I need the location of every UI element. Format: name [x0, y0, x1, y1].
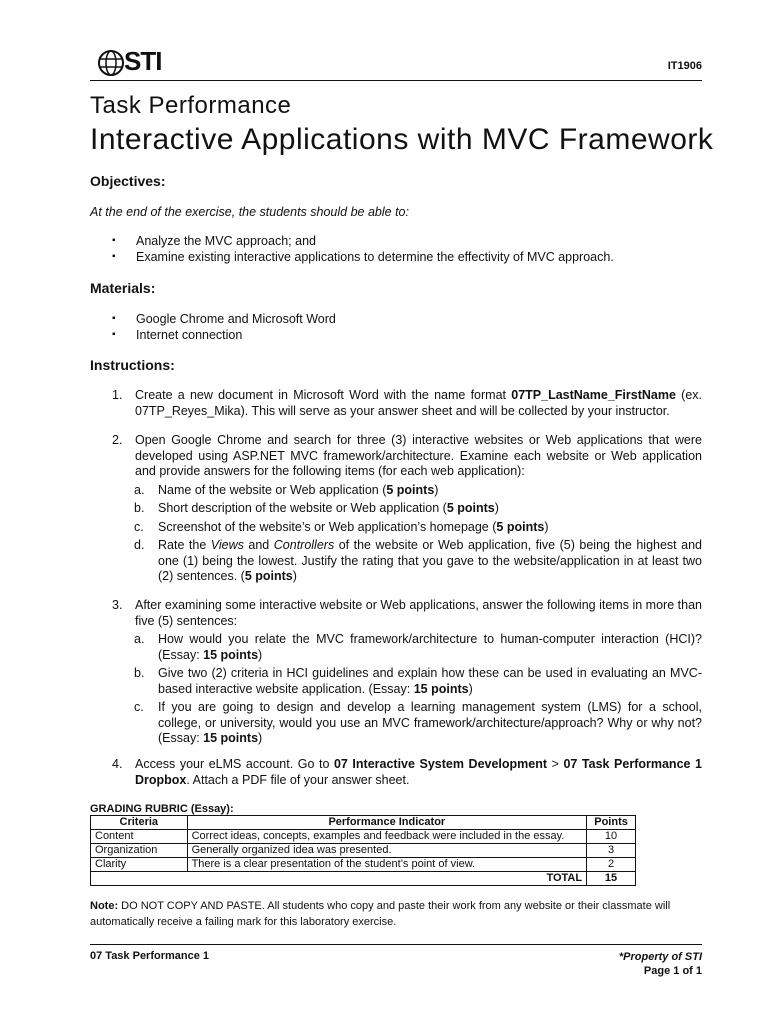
table-total-row [91, 872, 636, 886]
sti-logo [96, 44, 186, 84]
note-paragraph [90, 898, 702, 930]
materials-heading: Materials: [90, 280, 156, 296]
table-cell: Content [91, 830, 188, 844]
header-divider [90, 80, 702, 81]
sub-item: d. Rate the Views and Controllers of the website or Web application, five (5) being the highest and one (1) being the lowest. Justify the rating that you gave to the website/application in at least two (2) sentences. (5 points) [134, 538, 703, 583]
globe-icon [96, 48, 126, 78]
logo-text: STI [124, 46, 162, 76]
table-row [91, 844, 636, 858]
table-row [91, 830, 636, 844]
list-item: ▪ Google Chrome and Microsoft Word [112, 311, 336, 327]
table-cell: 10 [587, 830, 636, 844]
table-cell: Clarity [91, 858, 188, 872]
sub-item: b. Short description of the website or Web application (5 points) [134, 501, 499, 515]
objectives-list [112, 233, 614, 265]
list-item: ▪ Examine existing interactive applications to determine the effectivity of MVC approach. [112, 249, 614, 265]
step-text: Access your eLMS account. Go to 07 Interactive System Development > 07 Task Performance 1 Dropbox. Attach a PDF file of your answer sheet. [135, 757, 702, 787]
sub-item: c. If you are going to design and develop a learning management system (LMS) for a school, college, or university, would you use an MVC framework/architecture/approach? Why or why not? (Essay: 15 points) [134, 700, 702, 745]
document-subtitle: Task Performance [90, 92, 292, 119]
document-code: IT1906 [667, 60, 702, 72]
instruction-step-3 [112, 598, 702, 747]
footer-title: 07 Task Performance 1 [90, 950, 210, 962]
footer-info [619, 950, 702, 978]
list-item: ▪ Internet connection [112, 327, 336, 343]
page-number: Page 1 of 1 [643, 965, 702, 977]
sub-item: a. Name of the website or Web application (5 points) [134, 482, 439, 497]
table-header-row [91, 816, 636, 830]
instruction-step-4 [112, 757, 702, 788]
step-number: 3. [112, 598, 123, 612]
table-cell: 2 [587, 858, 636, 872]
sub-item: c. Screenshot of the website’s or Web application’s homepage (5 points) [134, 519, 549, 534]
property-notice: *Property of STI [618, 951, 702, 963]
total-value: 15 [587, 872, 636, 886]
sub-item: a. How would you relate the MVC framework/architecture to human-computer interaction (HCI)? (Essay: 15 points) [134, 632, 702, 662]
materials-list [112, 311, 336, 343]
total-label: TOTAL [91, 872, 587, 886]
step-number: 1. [112, 388, 123, 402]
document-title: Interactive Applications with MVC Framework [90, 123, 714, 156]
table-cell: Organization [91, 844, 188, 858]
column-header: Points [587, 816, 636, 830]
table-row [91, 858, 636, 872]
table-cell: Generally organized idea was presented. [187, 844, 587, 858]
step-text: Create a new document in Microsoft Word with the name format 07TP_LastName_FirstName (ex. 07TP_Reyes_Mika). This will serve as your answer sheet and will be collected by your instructor. [135, 388, 702, 418]
objectives-intro: At the end of the exercise, the students should be able to: [90, 205, 409, 219]
step-number: 4. [112, 757, 123, 771]
column-header: Criteria [91, 816, 188, 830]
sub-item: b. Give two (2) criteria in HCI guidelines and explain how these can be used in evaluating an MVC-based interactive website application. (Essay: 15 points) [134, 666, 702, 696]
rubric-title: GRADING RUBRIC (Essay): [90, 803, 234, 815]
grading-rubric-table [90, 815, 636, 886]
footer-divider [90, 944, 702, 945]
table-cell: There is a clear presentation of the student’s point of view. [187, 858, 587, 872]
table-cell: Correct ideas, concepts, examples and feedback were included in the essay. [187, 830, 587, 844]
note-label: Note: [90, 900, 119, 912]
step-number: 2. [112, 433, 123, 447]
column-header: Performance Indicator [187, 816, 587, 830]
note-text: DO NOT COPY AND PASTE. All students who copy and paste their work from any website or their classmate will automatically receive a failing mark for this laboratory exercise. [90, 900, 671, 928]
list-item: ▪ Analyze the MVC approach; and [112, 233, 614, 249]
instructions-heading: Instructions: [90, 357, 175, 373]
instruction-step-2 [112, 433, 702, 585]
objectives-heading: Objectives: [90, 173, 166, 189]
instruction-step-1 [112, 388, 702, 419]
step-text: Open Google Chrome and search for three (3) interactive websites or Web applications that were developed using ASP.NET MVC framework/architecture. Examine each website or Web application and provide answers for the following items (for each web application): [135, 433, 702, 478]
table-cell: 3 [587, 844, 636, 858]
step-text: After examining some interactive website or Web applications, answer the following items in more than five (5) sentences: [135, 598, 702, 628]
